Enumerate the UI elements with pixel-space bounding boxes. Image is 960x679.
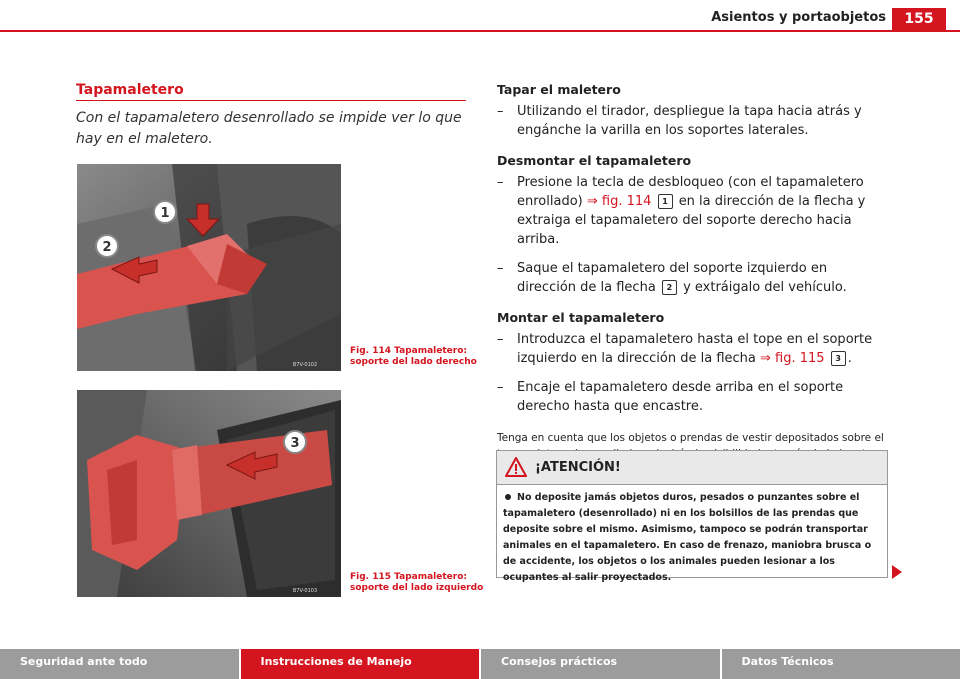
visibility-note: Tenga en cuenta que los objetos o prendas de vestir depositados sobre el <box>497 432 884 444</box>
period: . <box>847 351 852 366</box>
step-text: y extráigalo del vehículo. <box>683 280 847 295</box>
footer-nav <box>0 649 960 679</box>
step-text: en la dirección de la flecha y extraiga el tapamaletero del soporte derecho hacia arriba. <box>517 194 866 247</box>
section-intro: Con el tapamaletero desenrollado se impide ver lo que hay en el maletero. <box>76 110 462 147</box>
footer-tab-instrucciones[interactable]: Instrucciones de Manejo <box>241 649 482 679</box>
figure-114-photo <box>77 164 341 371</box>
callout-1-label: 1 <box>160 206 170 221</box>
warning-title: ¡ATENCIÓN! <box>535 460 621 475</box>
step-dash: – <box>497 332 504 347</box>
footer-tab-consejos[interactable]: Consejos prácticos <box>481 649 722 679</box>
footer-tab-seguridad[interactable]: Seguridad ante todo <box>0 649 241 679</box>
step-text: Utilizando el tirador, despliegue la tapa hacia atrás y engánche la varilla en los soportes laterales. <box>517 104 862 138</box>
badge-3: 3 <box>831 351 846 366</box>
figure-114-caption-line2: soporte del lado derecho <box>350 357 477 367</box>
fig-115-link[interactable]: ⇒ fig. 115 <box>760 351 825 366</box>
section-title: Tapamaletero <box>76 82 184 98</box>
figure-115-code: B7V-0103 <box>292 588 318 594</box>
step-text: Presione la tecla de desbloqueo (con el tapamaletero enrollado) <box>517 175 864 209</box>
callout-3-label: 3 <box>290 436 300 451</box>
page-number: 155 <box>892 8 946 30</box>
running-header-title: Asientos y portaobjetos <box>711 10 886 25</box>
warning-header <box>497 451 887 485</box>
step-dash: – <box>497 261 504 276</box>
step-desmontar-1 <box>497 173 887 249</box>
step-desmontar-2 <box>497 259 887 297</box>
warning-body <box>497 485 887 586</box>
step-tapar <box>497 102 887 140</box>
badge-1: 1 <box>658 194 673 209</box>
figure-114-caption <box>350 346 477 368</box>
bullet-icon <box>505 494 511 500</box>
step-dash: – <box>497 175 504 190</box>
next-page-arrow-icon[interactable] <box>892 565 902 579</box>
figure-114-code: B7V-0102 <box>292 362 318 368</box>
step-dash: – <box>497 104 504 119</box>
callout-2-label: 2 <box>102 240 112 255</box>
fig-114-link[interactable]: ⇒ fig. 114 <box>586 194 652 209</box>
instructions-column <box>497 80 887 473</box>
figure-115-caption-line2: soporte del lado izquierdo <box>350 583 484 593</box>
warning-triangle-icon <box>505 457 527 477</box>
step-montar-2 <box>497 378 887 416</box>
footer-tab-datos[interactable]: Datos Técnicos <box>722 649 960 679</box>
figure-115-caption-line1: Fig. 115 Tapamaletero: <box>350 572 467 582</box>
step-montar-1 <box>497 330 887 368</box>
step-dash: – <box>497 380 504 395</box>
section-rule <box>76 100 466 101</box>
warning-box <box>496 450 888 583</box>
step-text: Introduzca el tapamaletero hasta el tope en el soporte izquierdo en la dirección de la flecha <box>517 332 873 366</box>
heading-tapar: Tapar el maletero <box>497 82 621 97</box>
figure-114-caption-line1: Fig. 114 Tapamaletero: <box>350 346 467 356</box>
figure-115-photo <box>77 390 341 597</box>
step-text: Saque el tapamaletero del soporte izquierdo en dirección de la flecha <box>517 261 828 295</box>
badge-2: 2 <box>662 280 677 295</box>
header-rule <box>0 30 960 32</box>
figure-115-caption <box>350 572 483 594</box>
warning-text: No deposite jamás objetos duros, pesados o punzantes sobre el tapamaletero (desenrollado) ni en los bolsillos de las prendas que deposite sobre el mismo. Asimismo, tampoco se podrán transportar animales en el tapamaletero. En caso de frenazo, maniobra brusca o de accidente, los objetos o los animales pueden lesionar a los ocupantes al salir proyectados. <box>503 492 872 583</box>
heading-desmontar: Desmontar el tapamaletero <box>497 153 692 168</box>
step-text: Encaje el tapamaletero desde arriba en el soporte derecho hasta que encastre. <box>517 380 844 414</box>
heading-montar: Montar el tapamaletero <box>497 310 665 325</box>
